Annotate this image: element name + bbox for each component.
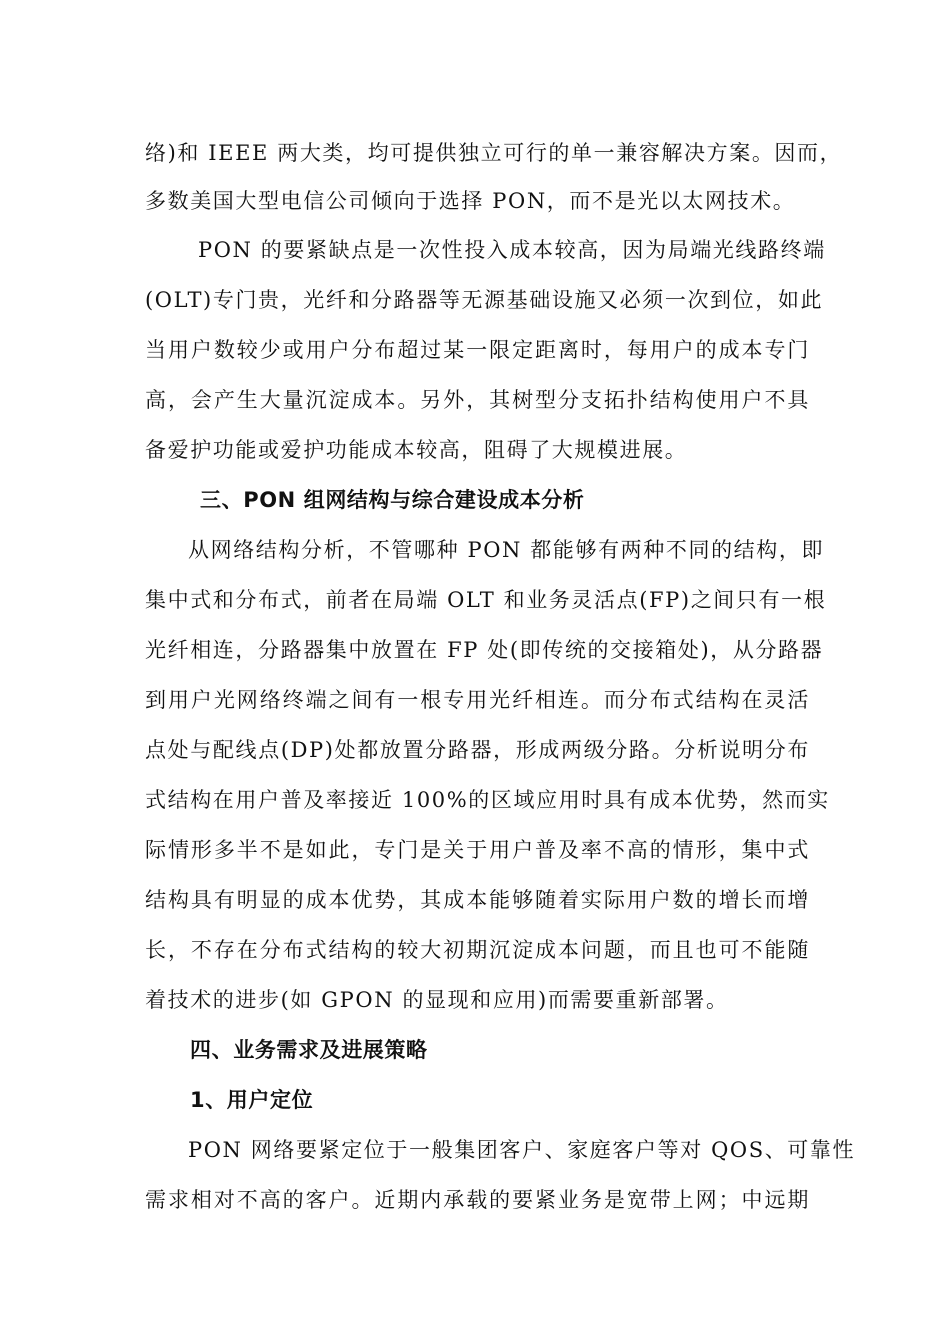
paragraph-line: 光纤相连，分路器集中放置在 FP 处(即传统的交接箱处)，从分路器 — [145, 638, 824, 662]
subsection-heading: 1、用户定位 — [190, 1088, 314, 1112]
paragraph-line: 际情形多半不是如此，专门是关于用户普及率不高的情形，集中式 — [145, 838, 810, 862]
paragraph-line: 式结构在用户普及率接近 100%的区域应用时具有成本优势，然而实 — [145, 788, 830, 812]
paragraph-line: 到用户光网络终端之间有一根专用光纤相连。而分布式结构在灵活 — [145, 688, 810, 712]
paragraph-line: 需求相对不高的客户。近期内承载的要紧业务是宽带上网；中远期 — [145, 1188, 810, 1212]
paragraph-line: (OLT)专门贵，光纤和分路器等无源基础设施又必须一次到位，如此 — [145, 288, 824, 312]
paragraph-line: 点处与配线点(DP)处都放置分路器，形成两级分路。分析说明分布 — [145, 738, 810, 762]
paragraph-line: 当用户数较少或用户分布超过某一限定距离时，每用户的成本专门 — [145, 338, 810, 362]
paragraph-line: 备爱护功能或爱护功能成本较高，阻碍了大规模进展。 — [145, 438, 688, 462]
paragraph-line: 着技术的进步(如 GPON 的显现和应用)而需要重新部署。 — [145, 988, 729, 1012]
paragraph-line: 络)和 IEEE 两大类，均可提供独立可行的单一兼容解决方案。因而， — [145, 141, 843, 165]
paragraph-line: 集中式和分布式，前者在局端 OLT 和业务灵活点(FP)之间只有一根 — [145, 588, 827, 612]
paragraph-line: 结构具有明显的成本优势，其成本能够随着实际用户数的增长而增 — [145, 888, 810, 912]
section-heading: 三、PON 组网结构与综合建设成本分析 — [200, 488, 585, 512]
paragraph-line: 多数美国大型电信公司倾向于选择 PON，而不是光以太网技术。 — [145, 189, 796, 213]
paragraph-line: PON 的要紧缺点是一次性投入成本较高，因为局端光线路终端 — [198, 238, 826, 262]
paragraph-line: 长，不存在分布式结构的较大初期沉淀成本问题，而且也可不能随 — [145, 938, 810, 962]
paragraph-line: PON 网络要紧定位于一般集团客户、家庭客户等对 QOS、可靠性 — [188, 1138, 856, 1162]
paragraph-line: 高，会产生大量沉淀成本。另外，其树型分支拓扑结构使用户不具 — [145, 388, 810, 412]
section-heading: 四、业务需求及进展策略 — [190, 1038, 428, 1062]
paragraph-line: 从网络结构分析，不管哪种 PON 都能够有两种不同的结构，即 — [188, 538, 825, 562]
